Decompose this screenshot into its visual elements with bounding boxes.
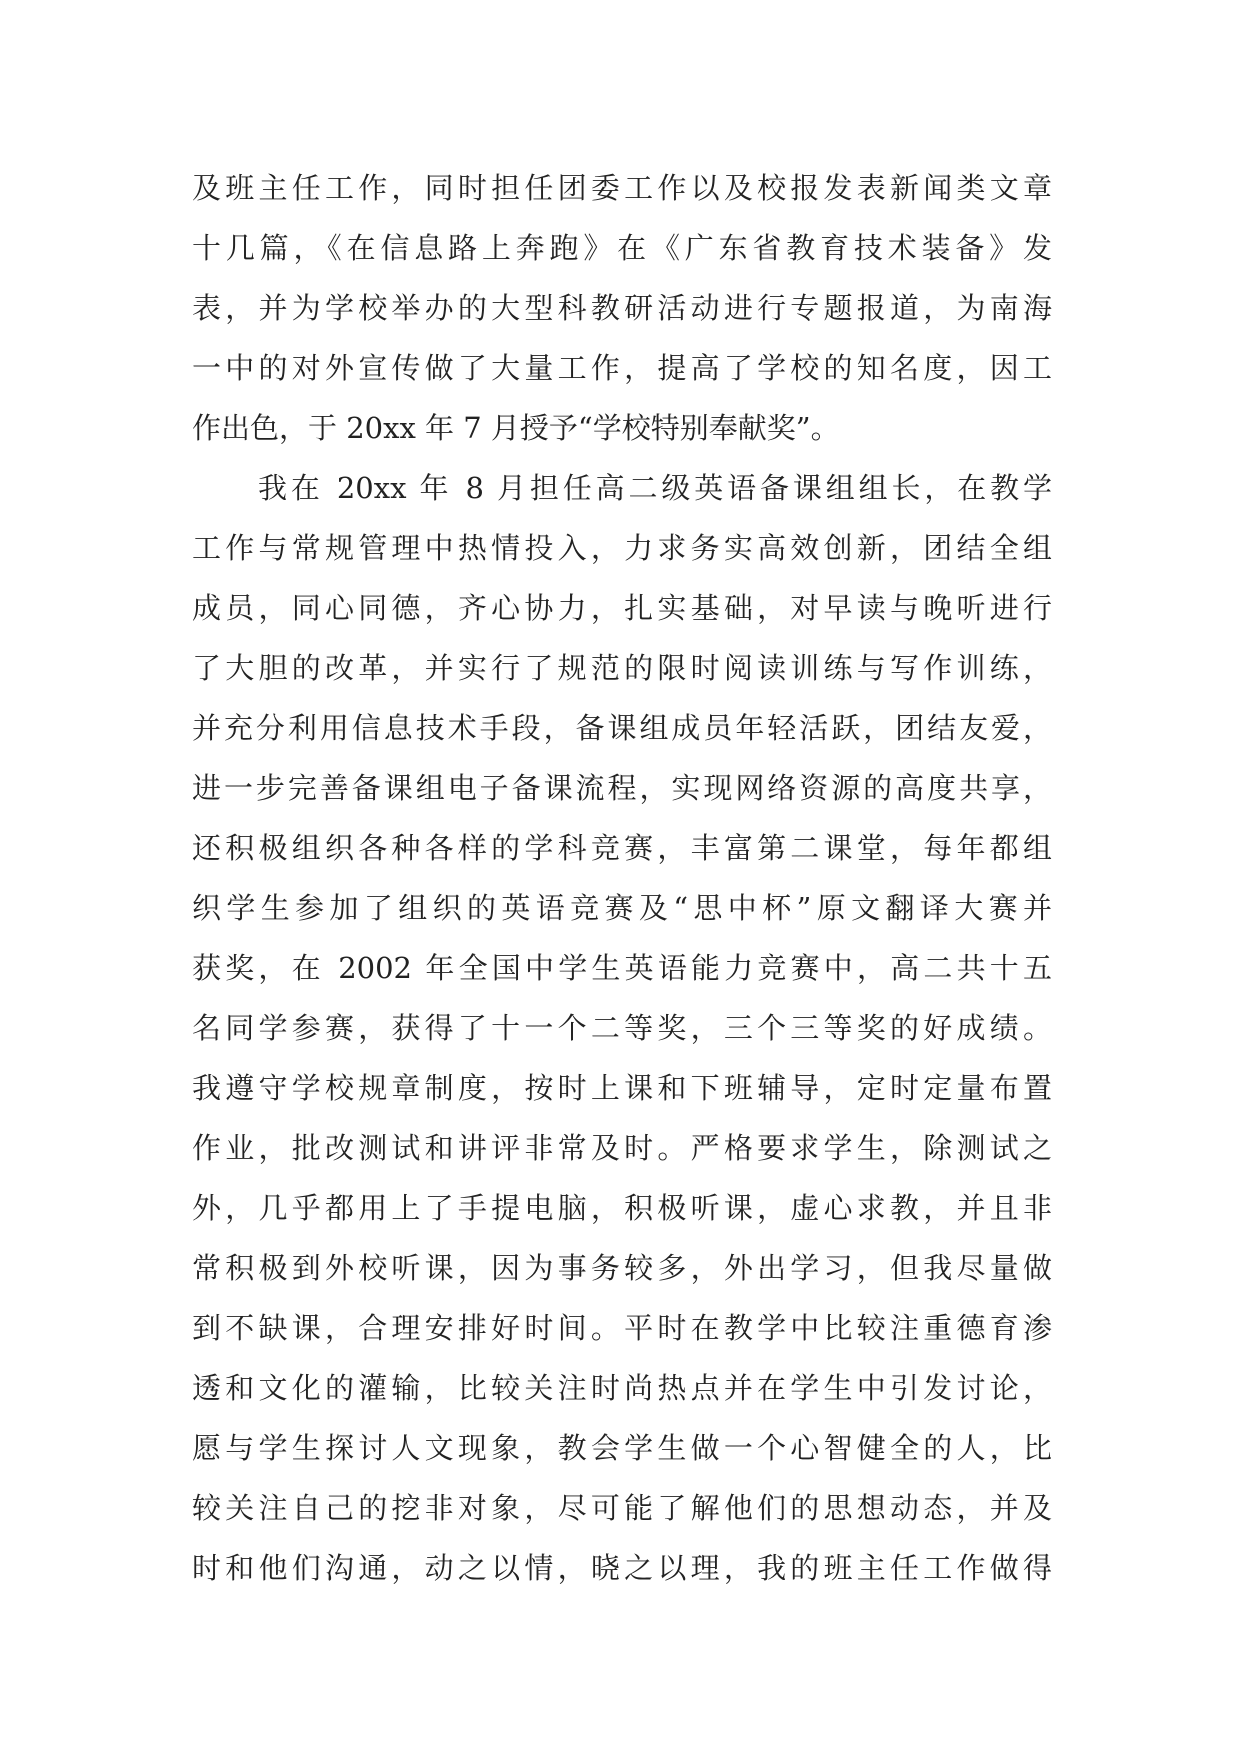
text-line: 透和文化的灌输，比较关注时尚热点并在学生中引发讨论， [192, 1371, 1052, 1405]
text-line: 我遵守学校规章制度，按时上课和下班辅导，定时定量布置 [192, 1071, 1052, 1105]
text-line: 成员，同心同德，齐心协力，扎实基础，对早读与晚听进行 [192, 591, 1052, 625]
text-line: 表，并为学校举办的大型科教研活动进行专题报道，为南海 [192, 291, 1052, 325]
text-line: 十几篇，《在信息路上奔跑》在《广东省教育技术装备》发 [192, 231, 1052, 265]
text-line: 到不缺课，合理安排好时间。平时在教学中比较注重德育渗 [192, 1311, 1052, 1345]
text-line: 获奖，在 2002 年全国中学生英语能力竞赛中，高二共十五 [192, 951, 1052, 985]
text-line: 外，几乎都用上了手提电脑，积极听课，虚心求教，并且非 [192, 1191, 1052, 1225]
text-line: 愿与学生探讨人文现象，教会学生做一个心智健全的人，比 [192, 1431, 1052, 1465]
text-line: 较关注自己的挖非对象，尽可能了解他们的思想动态，并及 [192, 1491, 1052, 1525]
text-line: 时和他们沟通，动之以情，晓之以理，我的班主任工作做得 [192, 1551, 1052, 1585]
body-text [192, 158, 1052, 1598]
paragraph-first-line: 我在 20xx 年 8 月担任高二级英语备课组组长，在教学 [258, 471, 1052, 505]
text-line: 还积极组织各种各样的学科竞赛，丰富第二课堂，每年都组 [192, 831, 1052, 865]
text-line: 常积极到外校听课，因为事务较多，外出学习，但我尽量做 [192, 1251, 1052, 1285]
text-line: 工作与常规管理中热情投入，力求务实高效创新，团结全组 [192, 531, 1052, 565]
text-line: 并充分利用信息技术手段，备课组成员年轻活跃，团结友爱， [192, 711, 1052, 745]
text-line: 一中的对外宣传做了大量工作，提高了学校的知名度，因工 [192, 351, 1052, 385]
text-line: 及班主任工作，同时担任团委工作以及校报发表新闻类文章 [192, 171, 1052, 205]
text-line: 进一步完善备课组电子备课流程，实现网络资源的高度共享， [192, 771, 1052, 805]
text-line: 作出色，于 20xx 年 7 月授予“学校特别奉献奖”。 [192, 411, 840, 445]
text-line: 织学生参加了组织的英语竞赛及“思中杯”原文翻译大赛并 [192, 891, 1052, 925]
text-line: 了大胆的改革，并实行了规范的限时阅读训练与写作训练， [192, 651, 1052, 685]
text-line: 名同学参赛，获得了十一个二等奖，三个三等奖的好成绩。 [192, 1011, 1052, 1045]
text-line: 作业，批改测试和讲评非常及时。严格要求学生，除测试之 [192, 1131, 1052, 1165]
